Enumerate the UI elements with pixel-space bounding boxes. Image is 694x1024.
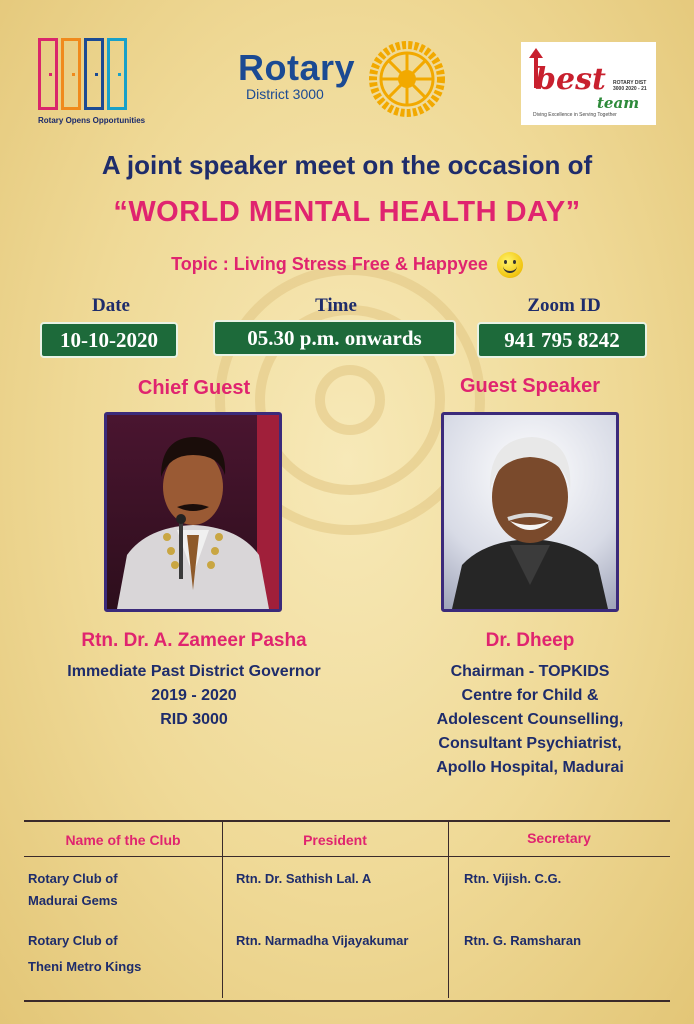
guest-speaker-portrait <box>444 415 616 609</box>
table-row-secretary: Rtn. G. Ramsharan <box>464 933 582 948</box>
guest-speaker-line: Consultant Psychiatrist, <box>438 735 622 752</box>
zoom-label: Zoom ID <box>527 295 601 316</box>
door-icon <box>107 38 127 110</box>
best-team-logo <box>521 42 656 125</box>
rotary-opens-opportunities-logo <box>38 38 153 133</box>
best-tagline: Diving Excellence in Serving Together <box>533 112 617 118</box>
guest-speaker-name: Dr. Dheep <box>485 630 575 651</box>
intro-line: A joint speaker meet on the occasion of <box>101 150 593 180</box>
table-divider <box>448 822 449 998</box>
chief-guest-photo <box>104 412 282 612</box>
door-icon <box>38 38 58 110</box>
topic-line <box>0 252 694 278</box>
best-rotary-label: ROTARY DIST 3000 2020 - 21 <box>613 80 647 92</box>
best-wordmark: best <box>535 62 606 97</box>
table-row-club <box>28 930 141 978</box>
guest-speaker-heading: Guest Speaker <box>459 375 601 397</box>
club-name-line: Madurai Gems <box>28 893 118 908</box>
chief-guest-line: Immediate Past District Governor <box>67 663 321 680</box>
header-secretary: Secretary <box>527 830 591 846</box>
clubs-table <box>24 820 670 1002</box>
header-president: President <box>303 832 367 848</box>
chief-guest-line: 2019 - 2020 <box>151 687 237 704</box>
guest-speaker-info <box>400 660 660 780</box>
chief-guest-portrait <box>107 415 279 609</box>
event-title: “WORLD MENTAL HEALTH DAY” <box>113 196 581 228</box>
chief-guest-info <box>20 660 368 732</box>
club-name-line: Rotary Club of <box>28 933 118 948</box>
date-label: Date <box>92 295 130 316</box>
table-row-secretary: Rtn. Vijish. C.G. <box>464 871 562 886</box>
guest-speaker-line: Centre for Child & <box>461 687 599 704</box>
club-name-line: Theni Metro Kings <box>28 959 142 974</box>
rotary-wheel-icon <box>368 40 446 118</box>
chief-guest-name: Rtn. Dr. A. Zameer Pasha <box>81 630 307 651</box>
time-value: 05.30 p.m. onwards <box>213 320 456 356</box>
rotary-district: District 3000 <box>246 86 324 102</box>
team-wordmark: team <box>597 94 640 112</box>
logo-caption: Rotary Opens Opportunities <box>38 116 146 125</box>
table-row-president: Rtn. Dr. Sathish Lal. A <box>236 871 372 886</box>
chief-guest-line: RID 3000 <box>160 711 228 728</box>
table-row-club <box>28 868 118 912</box>
time-label: Time <box>315 295 357 316</box>
rotary-wordmark: Rotary <box>238 47 356 88</box>
chief-guest-heading: Chief Guest <box>137 377 251 399</box>
header-club: Name of the Club <box>65 832 181 848</box>
guest-speaker-line: Chairman - TOPKIDS <box>450 663 610 680</box>
club-name-line: Rotary Club of <box>28 871 118 886</box>
table-header-divider <box>24 856 670 857</box>
guest-speaker-photo <box>441 412 619 612</box>
guest-speaker-line: Adolescent Counselling, <box>436 711 624 728</box>
date-value: 10-10-2020 <box>40 322 178 358</box>
rotary-district-logo <box>238 47 458 120</box>
door-icon <box>61 38 81 110</box>
guest-speaker-line: Apollo Hospital, Madurai <box>436 759 624 776</box>
topic-text: Topic : Living Stress Free & Happyee <box>171 253 488 274</box>
zoom-id-value: 941 795 8242 <box>477 322 647 358</box>
smiley-icon <box>497 252 523 278</box>
table-row-president: Rtn. Narmadha Vijayakumar <box>236 933 409 948</box>
table-divider <box>222 822 223 998</box>
door-icon <box>84 38 104 110</box>
